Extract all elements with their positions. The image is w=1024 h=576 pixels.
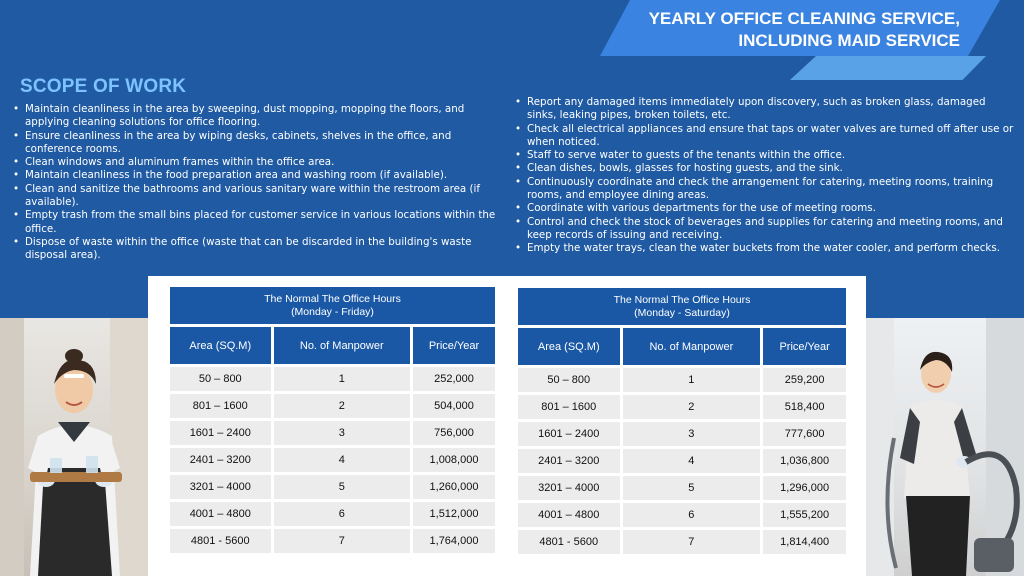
column-header-price: Price/Year [413, 327, 495, 364]
table-row [170, 529, 495, 553]
maid-photo-left [0, 318, 150, 576]
table-row [518, 530, 846, 554]
maid-photo-right [866, 318, 1024, 576]
table-row [170, 502, 495, 526]
table-row [518, 395, 846, 419]
cell-price: 518,400 [763, 395, 846, 419]
cell-manpower: 7 [623, 530, 761, 554]
cell-area: 50 – 800 [170, 367, 271, 391]
cell-manpower: 6 [274, 502, 410, 526]
column-header-area: Area (SQ.M) [518, 328, 620, 365]
scope-item: • Check all electrical appliances and ensure that taps or water valves are turned off after use or when noticed. [512, 123, 1017, 150]
cell-manpower: 1 [623, 368, 761, 392]
cell-manpower: 6 [623, 503, 761, 527]
table-title [170, 287, 495, 324]
scope-heading: SCOPE OF WORK [20, 76, 187, 97]
cell-price: 1,512,000 [413, 502, 495, 526]
column-header-price: Price/Year [763, 328, 846, 365]
table-header-row [170, 327, 495, 364]
cell-area: 1601 – 2400 [518, 422, 620, 446]
scope-item: • Dispose of waste within the office (waste that can be discarded in the building's waste disposal area). [10, 236, 502, 263]
scope-item: • Clean windows and aluminum frames within the office area. [10, 156, 502, 169]
cell-manpower: 3 [274, 421, 410, 445]
page-title-line-1: YEARLY OFFICE CLEANING SERVICE, [648, 9, 960, 28]
scope-item: • Clean dishes, bowls, glasses for hosting guests, and the sink. [512, 162, 1017, 175]
cell-area: 3201 – 4000 [170, 475, 271, 499]
scope-item: • Clean and sanitize the bathrooms and various sanitary ware within the restroom area (if available). [10, 183, 502, 210]
cell-area: 4001 – 4800 [170, 502, 271, 526]
scope-item: • Maintain cleanliness in the area by sweeping, dust mopping, mopping the floors, and applying cleaning solutions for office flooring. [10, 103, 502, 130]
table-title-row [170, 287, 495, 324]
table-title-line-2: (Monday - Friday) [291, 305, 374, 318]
scope-item: • Continuously coordinate and check the arrangement for catering, meeting rooms, training rooms, and employee dining areas. [512, 176, 1017, 203]
cell-manpower: 5 [274, 475, 410, 499]
column-header-area: Area (SQ.M) [170, 327, 271, 364]
scope-item: • Maintain cleanliness in the food preparation area and washing room (if available). [10, 169, 502, 182]
table-row [170, 367, 495, 391]
table-title-row [518, 288, 846, 325]
table-row [518, 449, 846, 473]
cell-area: 3201 – 4000 [518, 476, 620, 500]
scope-list-right [512, 96, 1017, 256]
scope-item: • Empty trash from the small bins placed for customer service in various locations within the office. [10, 209, 502, 236]
pricing-table-six-day [515, 285, 849, 557]
cell-price: 1,008,000 [413, 448, 495, 472]
scope-item: • Coordinate with various departments for the use of meeting rooms. [512, 202, 1017, 215]
table-title-line-1: The Normal The Office Hours [264, 292, 401, 305]
cell-area: 4801 - 5600 [518, 530, 620, 554]
maid-with-tray-illustration [0, 318, 150, 576]
table-title-line-1: The Normal The Office Hours [613, 293, 751, 306]
cell-price: 259,200 [763, 368, 846, 392]
cell-manpower: 5 [623, 476, 761, 500]
scope-item: • Staff to serve water to guests of the tenants within the office. [512, 149, 1017, 162]
table-header-row [518, 328, 846, 365]
cell-area: 50 – 800 [518, 368, 620, 392]
cell-manpower: 7 [274, 529, 410, 553]
cell-area: 2401 – 3200 [518, 449, 620, 473]
table-row [170, 421, 495, 445]
cell-price: 504,000 [413, 394, 495, 418]
cell-manpower: 2 [623, 395, 761, 419]
cell-price: 252,000 [413, 367, 495, 391]
cell-price: 777,600 [763, 422, 846, 446]
scope-list-left [10, 103, 502, 263]
cell-manpower: 4 [274, 448, 410, 472]
table-row [518, 368, 846, 392]
scope-item: • Report any damaged items immediately upon discovery, such as broken glass, damaged sinks, leaking pipes, broken toilets, etc. [512, 96, 1017, 123]
cell-manpower: 3 [623, 422, 761, 446]
cell-manpower: 2 [274, 394, 410, 418]
cell-area: 4801 - 5600 [170, 529, 271, 553]
pricing-table-weekdays [167, 284, 498, 556]
cell-area: 2401 – 3200 [170, 448, 271, 472]
page-title-line-2: INCLUDING MAID SERVICE [738, 31, 960, 50]
cell-area: 801 – 1600 [170, 394, 271, 418]
scope-item: • Empty the water trays, clean the water buckets from the water cooler, and perform checks. [512, 242, 1017, 255]
cell-area: 801 – 1600 [518, 395, 620, 419]
table-row [170, 448, 495, 472]
cell-manpower: 4 [623, 449, 761, 473]
cell-price: 1,260,000 [413, 475, 495, 499]
table-row [518, 422, 846, 446]
cell-price: 1,555,200 [763, 503, 846, 527]
table-row [518, 476, 846, 500]
column-header-manpower: No. of Manpower [623, 328, 761, 365]
table-title-line-2: (Monday - Saturday) [634, 306, 730, 319]
maid-with-vacuum-illustration [866, 318, 1024, 576]
cell-area: 1601 – 2400 [170, 421, 271, 445]
scope-item: • Control and check the stock of beverages and supplies for catering and meeting rooms, and keep records of issuing and receiving. [512, 216, 1017, 243]
table-row [170, 475, 495, 499]
page-title [600, 8, 960, 52]
table-row [518, 503, 846, 527]
title-ribbon-accent [790, 56, 986, 80]
cell-price: 1,814,400 [763, 530, 846, 554]
table-row [170, 394, 495, 418]
cell-price: 1,036,800 [763, 449, 846, 473]
table-title [518, 288, 846, 325]
cell-area: 4001 – 4800 [518, 503, 620, 527]
cell-price: 1,764,000 [413, 529, 495, 553]
cell-manpower: 1 [274, 367, 410, 391]
cell-price: 756,000 [413, 421, 495, 445]
cell-price: 1,296,000 [763, 476, 846, 500]
scope-item: • Ensure cleanliness in the area by wiping desks, cabinets, shelves in the office, and conference rooms. [10, 130, 502, 157]
column-header-manpower: No. of Manpower [274, 327, 410, 364]
